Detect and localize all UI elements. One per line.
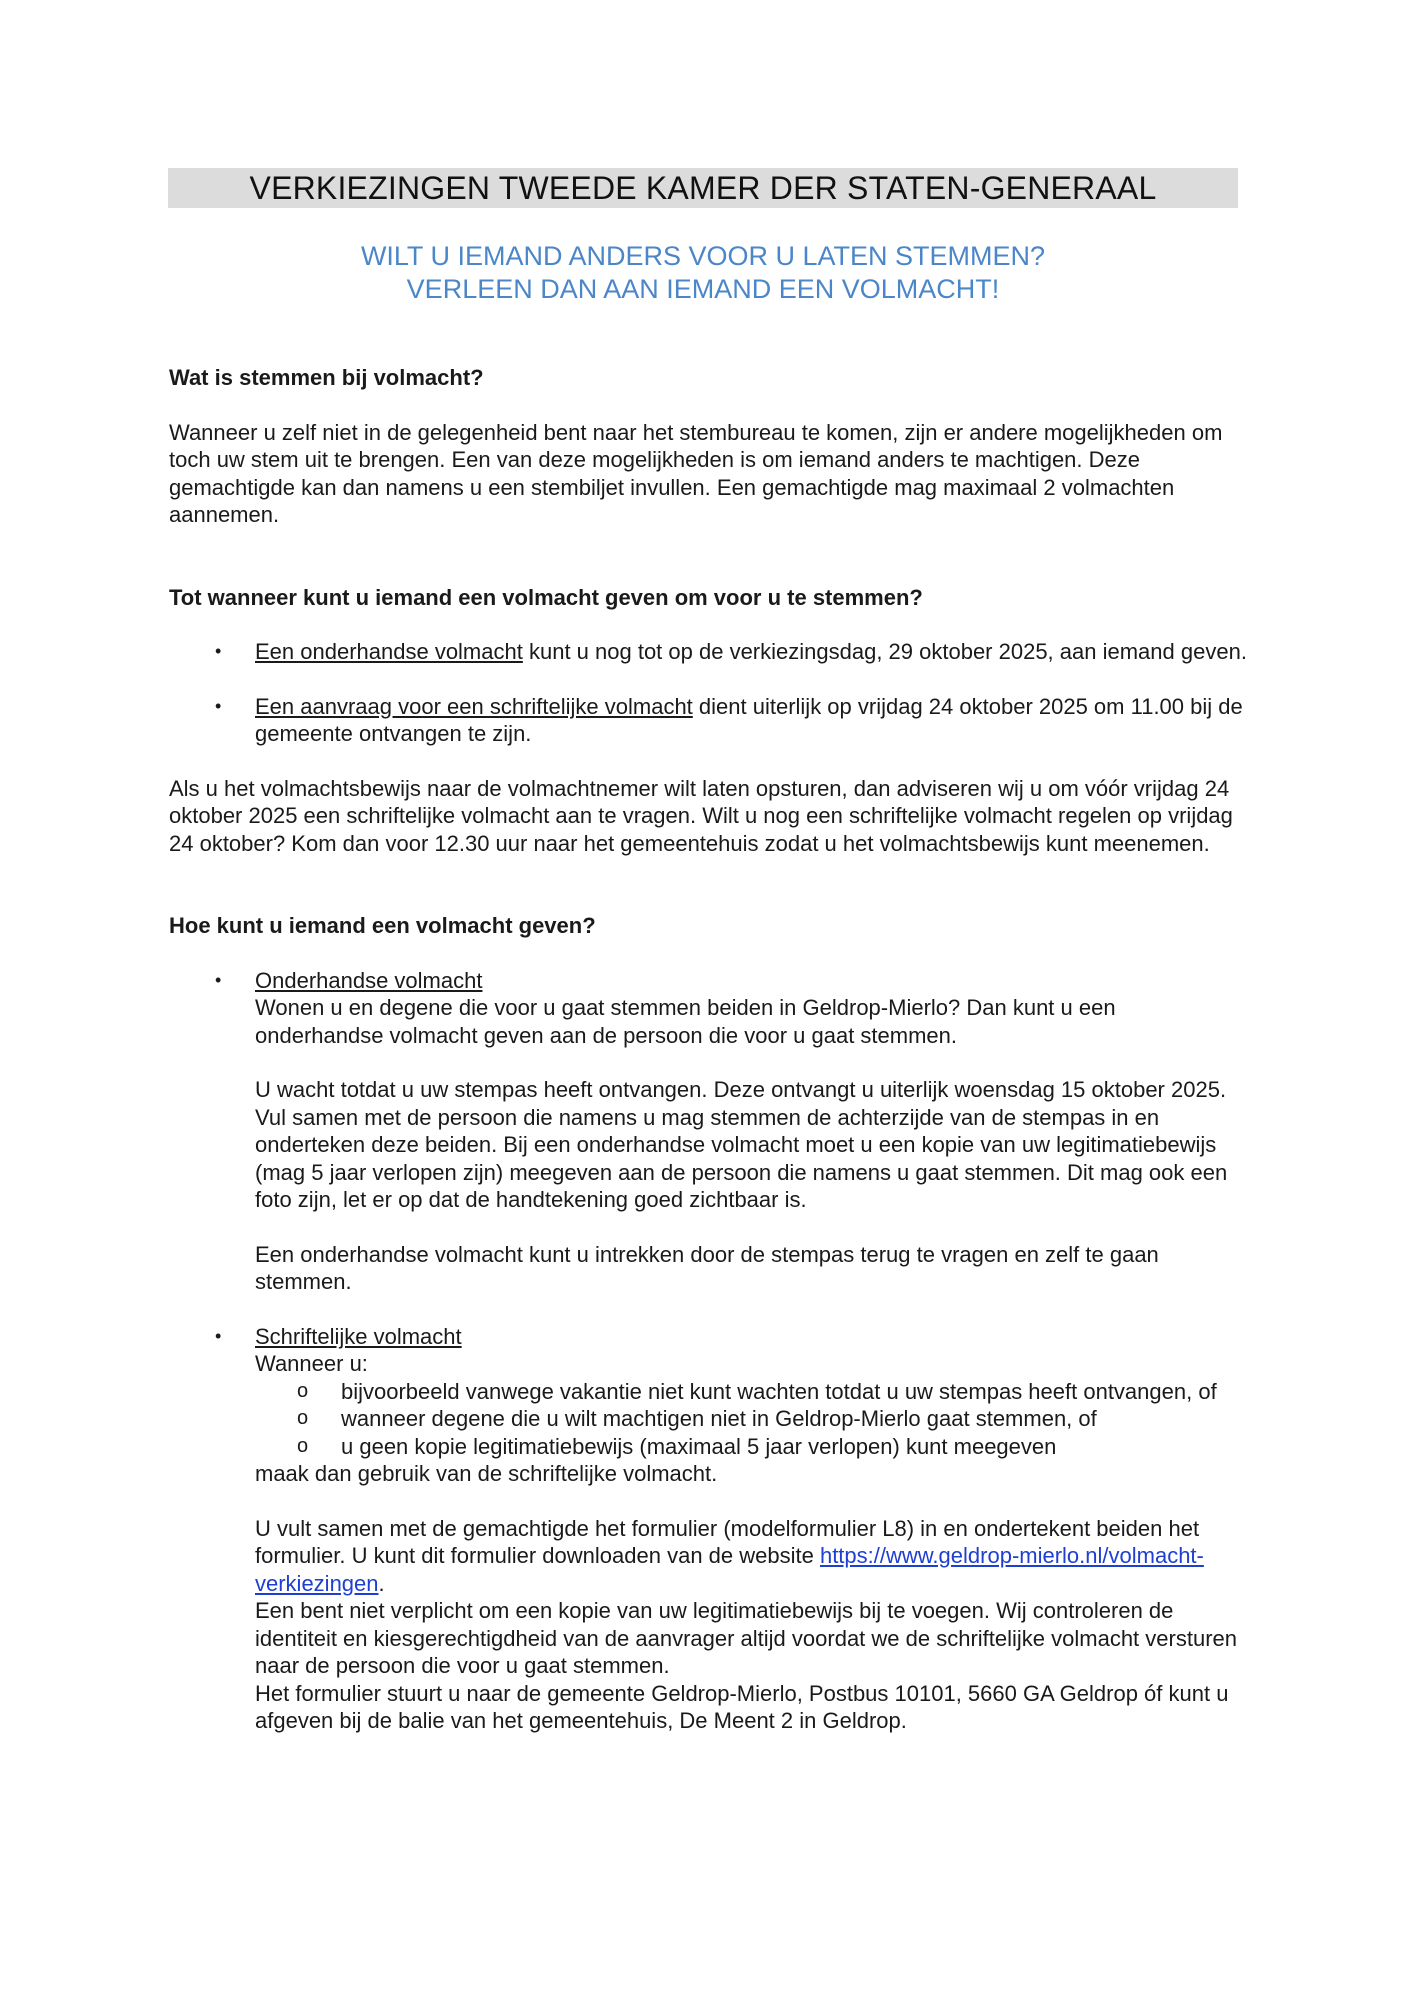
list-item — [169, 967, 1249, 1296]
list-item-text: u geen kopie legitimatiebewijs (maximaal 5 jaar verlopen) kunt meegeven — [341, 1433, 1057, 1459]
list-item-text: wanneer degene die u wilt machtigen niet in Geldrop-Mierlo gaat stemmen, of — [341, 1406, 1097, 1431]
bullet-icon: • — [215, 641, 222, 661]
circle-bullet-icon: o — [297, 1379, 309, 1402]
onderhandse-paragraph-2: U wacht totdat u uw stempas heeft ontvangen. Deze ontvangt u uiterlijk woensdag 15 oktober 2025. Vul samen met de persoon die namens u mag stemmen de achterzijde van de stempas in en onderteken deze beiden. Bij een onderhandse volmacht moet u een kopie van uw legitimatiebewijs (mag 5 jaar verlopen zijn) meegeven aan de persoon die namens u gaat stemmen. Dit mag ook een foto zijn, let er op dat de handtekening goed zichtbaar is. — [255, 1077, 1228, 1212]
schriftelijke-paragraph-1 — [255, 1515, 1249, 1598]
onderhandse-label: Onderhandse volmacht — [255, 967, 483, 993]
schriftelijke-term: Een aanvraag voor een schriftelijke volmacht — [255, 693, 693, 719]
document-body — [169, 364, 1249, 1735]
section-heading-until-when: Tot wanneer kunt u iemand een volmacht geven om voor u te stemmen? — [169, 584, 923, 610]
circle-bullet-icon: o — [297, 1407, 309, 1429]
bullet-icon: • — [215, 1325, 222, 1346]
section-what-body: Wanneer u zelf niet in de gelegenheid bent naar het stembureau te komen, zijn er andere mogelijkheden om toch uw stem uit te brengen. Een van deze mogelijkheden is om iemand anders te machtigen. Deze gemachtigde kan dan namens u een stembiljet invullen. Een gemachtigde mag maximaal 2 volmachten aannemen. — [169, 419, 1223, 527]
page-title: VERKIEZINGEN TWEEDE KAMER DER STATEN-GENERAAL — [249, 170, 1157, 206]
list-item — [169, 693, 1249, 748]
list-item — [255, 1378, 1249, 1406]
list-item-text: dient uiterlijk op vrijdag 24 oktober 2025 om 11.00 bij de gemeente ontvangen te zijn. — [255, 693, 1243, 746]
schriftelijke-outro: maak dan gebruik van de schriftelijke volmacht. — [255, 1461, 718, 1486]
volmacht-website-link[interactable]: https://www.geldrop-mierlo.nl/volmacht-verkiezingen — [255, 1543, 1204, 1596]
section-heading-how: Hoe kunt u iemand een volmacht geven? — [169, 913, 596, 938]
section-until-when-body: Als u het volmachtsbewijs naar de volmachtnemer wilt laten opsturen, dan adviseren wij u om vóór vrijdag 24 oktober 2025 een schriftelijke volmacht aan te vragen. Wilt u nog een schriftelijke volmacht regelen op vrijdag 24 oktober? Kom dan voor 12.30 uur naar het gemeentehuis zodat u het volmachtsbewijs kunt meenemen. — [169, 775, 1233, 856]
list-item-text: kunt u nog tot op de verkiezingsdag, 29 oktober 2025, aan iemand geven. — [522, 639, 1247, 664]
bullet-icon: • — [215, 969, 222, 990]
condition-list — [255, 1378, 1249, 1461]
list-item-text: bijvoorbeeld vanwege vakantie niet kunt wachten totdat u uw stempas heeft ontvangen, of — [341, 1378, 1217, 1404]
deadline-list — [169, 638, 1249, 748]
method-list — [169, 967, 1249, 1735]
onderhandse-term: Een onderhandse volmacht — [255, 639, 523, 664]
paragraph-text: U vult samen met de gemachtigde het formulier (modelformulier L8) in en ondertekent beiden het formulier. U kunt dit formulier downloaden van de website — [255, 1515, 1200, 1568]
list-item — [169, 1323, 1249, 1735]
schriftelijke-label: Schriftelijke volmacht — [255, 1323, 462, 1349]
schriftelijke-intro: Wanneer u: — [255, 1351, 368, 1376]
list-item — [255, 1433, 1249, 1461]
subtitle-line-1: WILT U IEMAND ANDERS VOOR U LATEN STEMMEN? — [360, 241, 1046, 271]
onderhandse-paragraph-1: Wonen u en degene die voor u gaat stemmen beiden in Geldrop-Mierlo? Dan kunt u een onderhandse volmacht geven aan de persoon die voor u gaat stemmen. — [255, 995, 1116, 1048]
schriftelijke-paragraph-2: Een bent niet verplicht om een kopie van uw legitimatiebewijs bij te voegen. Wij controleren de identiteit en kiesgerechtigdheid van de aanvrager altijd voordat we de schriftelijke volmacht versturen naar de persoon die voor u gaat stemmen. — [255, 1598, 1237, 1678]
paragraph-text: . — [378, 1570, 385, 1596]
onderhandse-paragraph-3: Een onderhandse volmacht kunt u intrekken door de stempas terug te vragen en zelf te gaan stemmen. — [255, 1241, 1159, 1294]
section-heading-what: Wat is stemmen bij volmacht? — [169, 365, 484, 390]
list-item — [255, 1405, 1249, 1433]
bullet-icon: • — [215, 695, 222, 716]
circle-bullet-icon: o — [297, 1434, 309, 1457]
list-item — [169, 638, 1249, 666]
schriftelijke-paragraph-3: Het formulier stuurt u naar de gemeente Geldrop-Mierlo, Postbus 10101, 5660 GA Geldrop óf kunt u afgeven bij de balie van het gemeentehuis, De Meent 2 in Geldrop. — [255, 1680, 1229, 1733]
subtitle-line-2: VERLEEN DAN AAN IEMAND EEN VOLMACHT! — [406, 274, 1000, 304]
title-banner — [168, 168, 1238, 208]
